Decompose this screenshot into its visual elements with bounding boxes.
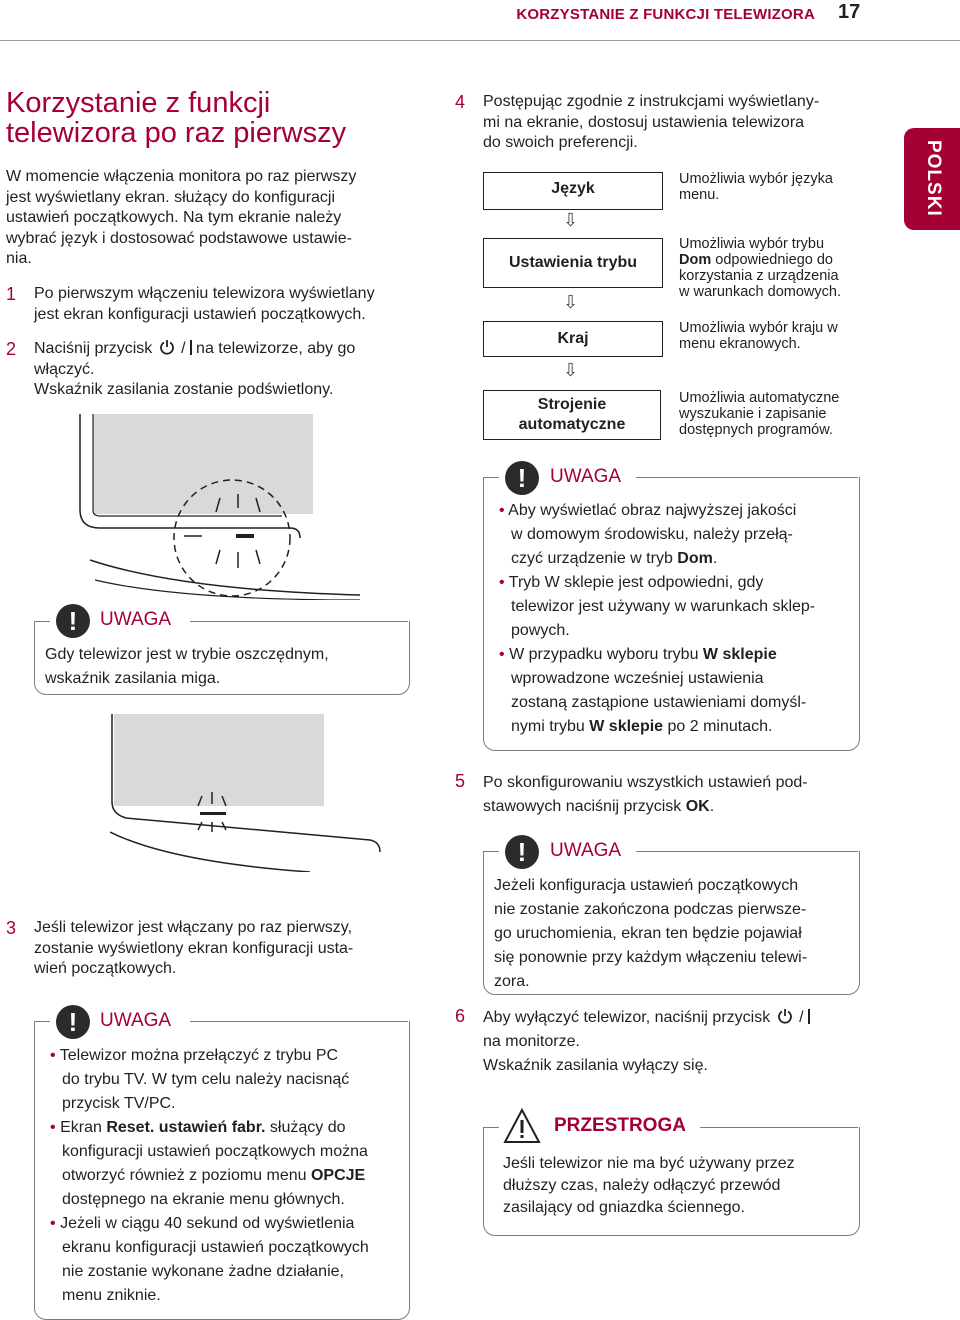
step-number: 3: [6, 918, 17, 938]
page-title: [6, 88, 426, 148]
tv-standby-illustration: [110, 712, 410, 872]
note-title: UWAGA: [550, 466, 622, 487]
page-title-line: telewizora po raz pierwszy: [6, 117, 347, 149]
step-number: 5: [455, 771, 466, 791]
flow-step-country: Kraj: [483, 321, 663, 357]
step-number: 1: [6, 284, 17, 304]
step-2-text: Naciśnij przycisk / na telewizorze, aby go włączyć. Wskaźnik zasilania zostanie podświetlony.: [34, 340, 356, 398]
slash-icon: /: [176, 340, 191, 357]
warning-icon: !: [56, 604, 90, 638]
step-1-text: Po pierwszym włączeniu telewizora wyświetlany jest ekran konfiguracji ustawień początkowych.: [34, 285, 375, 323]
header-section-title: KORZYSTANIE Z FUNKCJI TELEWIZORA: [516, 6, 815, 23]
flow-desc-country: Umożliwia wybór kraju w menu ekranowych.: [679, 320, 838, 352]
step-3-text: Jeśli telewizor jest włączany po raz pierwszy, zostanie wyświetlony ekran konfiguracji usta- wień początkowych.: [34, 919, 354, 977]
flow-desc-language: Umożliwia wybór języka menu.: [679, 171, 833, 203]
caution-title: PRZESTROGA: [554, 1115, 686, 1136]
note-title: UWAGA: [550, 840, 622, 861]
note-4-text: Jeżeli konfiguracja ustawień początkowych nie zostanie zakończona podczas pierwsze- go uruchomienia, ekran ten będzie pojawiał się ponownie przy każdym włączeniu telewi- zora.: [494, 877, 808, 990]
caution-text: Jeśli telewizor nie ma być używany przez dłuższy czas, należy odłączyć przewód zasilający od gniazdka ściennego.: [503, 1155, 795, 1216]
header-divider: [0, 40, 960, 41]
warning-icon: !: [505, 835, 539, 869]
slash-icon: /: [794, 1009, 808, 1026]
power-icon: [777, 1008, 793, 1024]
warning-icon: !: [505, 461, 539, 495]
down-arrow-icon: ⇩: [563, 360, 579, 380]
step-4-text: Postępując zgodnie z instrukcjami wyświetlany- mi na ekranie, dostosuj ustawienia telewizora do swoich preferencji.: [483, 93, 820, 151]
flow-step-mode: Ustawienia trybu: [483, 238, 663, 288]
step-6-text: Aby wyłączyć telewizor, naciśnij przycisk / na monitorze. Wskaźnik zasilania wyłączy się.: [483, 1009, 808, 1074]
step-number: 6: [455, 1006, 466, 1026]
power-icon: [159, 339, 175, 355]
intro-paragraph: W momencie włączenia monitora po raz pierwszy jest wyświetlany ekran. służący do konfiguracji ustawień początkowych. Na tym ekranie należy wybrać język i dostosować podstawowe ustawie- nia.: [6, 168, 357, 267]
flow-desc-mode: Umożliwia wybór trybu Dom odpowiedniego do korzystania z urządzenia w warunkach domowych.: [679, 236, 841, 300]
warning-icon: !: [56, 1005, 90, 1039]
bar-icon: [190, 340, 192, 355]
note-title: UWAGA: [100, 609, 172, 630]
note-2-text: • Telewizor można przełączyć z trybu PC do trybu TV. W tym celu należy nacisnąć przycisk TV/PC. • Ekran Reset. ustawień fabr. służący do konfiguracji ustawień początkowych można otworzyć również z poziomu menu OPCJE dostępnego na ekranie menu głównych. • Jeżeli w ciągu 40 sekund od wyświetlenia ekranu konfiguracji ustawień początkowych nie zostanie wykonane żadne działanie, menu zniknie.: [50, 1047, 369, 1304]
down-arrow-icon: ⇩: [563, 210, 579, 230]
down-arrow-icon: ⇩: [563, 292, 579, 312]
flow-desc-autotuning: Umożliwia automatyczne wyszukanie i zapisanie dostępnych programów.: [679, 390, 840, 438]
flow-step-autotuning: Strojenie automatyczne: [483, 390, 661, 440]
side-tab-label: POLSKI: [923, 140, 944, 217]
page-number: 17: [838, 1, 861, 23]
page-title-line: Korzystanie z funkcji: [6, 87, 271, 119]
note-title: UWAGA: [100, 1010, 172, 1031]
tv-power-indicator-illustration: [60, 410, 420, 600]
language-side-tab: [904, 128, 960, 230]
note-3-text: • Aby wyświetlać obraz najwyższej jakości w domowym środowisku, należy przełą- czyć urządzenie w tryb Dom. • Tryb W sklepie jest odpowiedni, gdy telewizor jest używany w warunkach sklep- powych. • W przypadku wyboru trybu W sklepie wprowadzone wcześniej ustawienia zostaną zastąpione ustawieniami domyśl- nymi trybu W sklepie po 2 minutach.: [499, 502, 816, 735]
step-5-text: Po skonfigurowaniu wszystkich ustawień pod- stawowych naciśnij przycisk OK.: [483, 774, 808, 815]
note-1-text: Gdy telewizor jest w trybie oszczędnym, wskaźnik zasilania miga.: [45, 646, 329, 687]
step-number: 4: [455, 92, 466, 112]
flow-step-language: Język: [483, 172, 663, 210]
bar-icon: [808, 1009, 810, 1024]
step-number: 2: [6, 339, 17, 359]
